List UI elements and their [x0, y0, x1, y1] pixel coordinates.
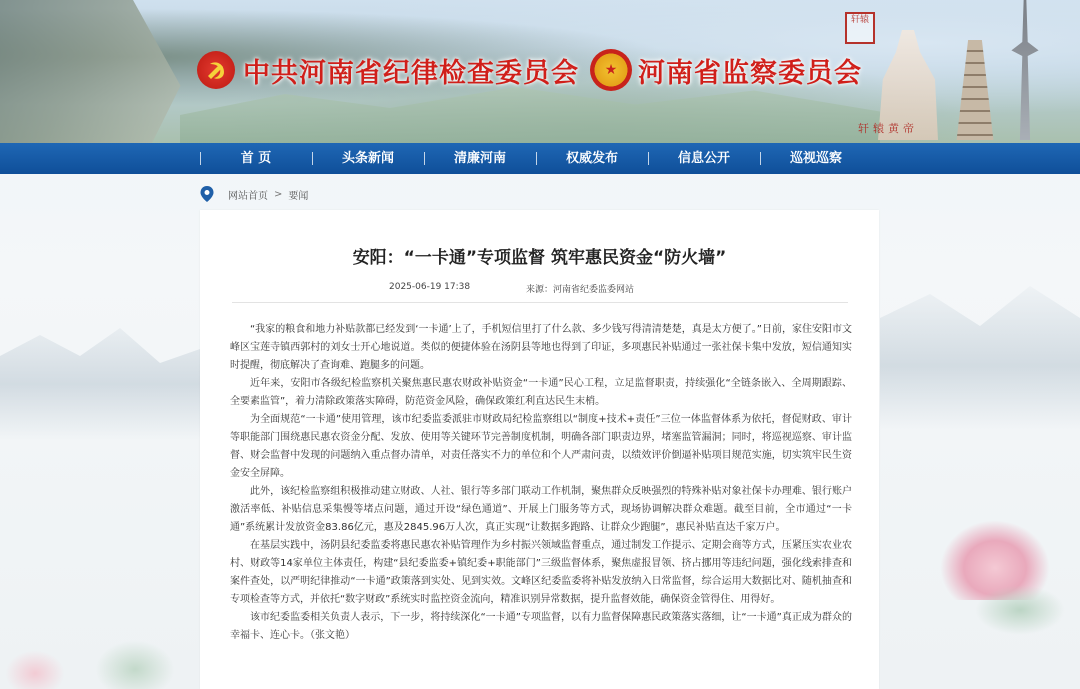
- party-emblem-icon: [197, 51, 235, 89]
- banner-cliff-scenery: [0, 0, 190, 143]
- lotus-leaf-decoration: [95, 640, 175, 689]
- article-body: [230, 321, 852, 645]
- seal-stamp: 轩辕: [845, 12, 875, 44]
- org-title-supervisory-commission: 河南省监察委员会: [638, 58, 862, 89]
- article-date: 2025-06-19 17:38: [389, 282, 471, 292]
- article-source: 来源：河南省纪委监委网站: [526, 285, 635, 295]
- lotus-leaf-decoration: [975, 585, 1065, 635]
- nav-info-disclosure[interactable]: 信息公开: [648, 143, 760, 174]
- main-nav: [0, 143, 1080, 174]
- divider: [232, 302, 848, 303]
- breadcrumb-current-link[interactable]: 要闻: [288, 190, 309, 202]
- banner-tv-tower-image: [1008, 0, 1042, 140]
- breadcrumb: [200, 185, 308, 203]
- nav-home[interactable]: 首 页: [200, 143, 312, 174]
- location-pin-icon: [200, 186, 214, 202]
- national-emblem-icon: ★: [590, 49, 632, 91]
- nav-inspection[interactable]: 巡视巡察: [760, 143, 872, 174]
- article-paragraph: 在基层实践中，汤阴县纪委监委将惠民惠农补贴管理作为乡村振兴领域监督重点，通过制发工作提示、定期会商等方式，压紧压实农业农村、财政等14家单位主体责任，构建“县纪委监委+镇纪委+职能部门”三级监督体系，聚焦虚报冒领、挤占挪用等违纪问题，强化线索排查和案件查处，以严明纪律推动“一卡通”政策落到实处、见到实效。文峰区纪委监委将补贴发放纳入日常监督，综合运用大数据比对、随机抽查和专项检查等方式，并依托“数字财政”系统实时监控资金流向，精准识别异常数据，提升监督效能，确保资金管得住、用得好。: [230, 540, 852, 605]
- article-panel: [200, 210, 879, 689]
- header-banner: [0, 0, 1080, 143]
- article-paragraph: 该市纪委监委相关负责人表示，下一步，将持续深化“一卡通”专项监督，以有力监督保障惠民政策落实落细，让“一卡通”真正成为群众的幸福卡、连心卡。（张文艳）: [230, 612, 852, 641]
- nav-official-release[interactable]: 权威发布: [536, 143, 648, 174]
- background-mountains: [0, 300, 200, 440]
- lotus-decoration: [5, 650, 65, 689]
- org-title-discipline-commission: 中共河南省纪律检查委员会: [243, 58, 579, 89]
- background-mountains: [880, 270, 1080, 430]
- banner-caption: 轩辕黄帝: [858, 122, 918, 135]
- nav-clean-henan[interactable]: 清廉河南: [424, 143, 536, 174]
- banner-pagoda-image: [952, 40, 998, 140]
- breadcrumb-separator: >: [274, 188, 283, 200]
- article-paragraph: 为全面规范“一卡通”使用管理，该市纪委监委派驻市财政局纪检监察组以“制度+技术+责任”三位一体监督体系为依托，督促财政、审计等职能部门围绕惠民惠农资金分配、发放、使用等关键环节完善制度机制，明确各部门职责边界，堵塞监管漏洞；同时，将巡视巡察、审计监督、财会监督中发现的问题纳入重点督办清单，对责任落实不力的单位和个人严肃问责，以绩效评价倒逼补贴项目规范实施，切实筑牢民生资金安全屏障。: [230, 414, 852, 479]
- breadcrumb-home-link[interactable]: 网站首页: [228, 190, 268, 202]
- nav-headlines[interactable]: 头条新闻: [312, 143, 424, 174]
- article-paragraph: 此外，该纪检监察组积极推动建立财政、人社、银行等多部门联动工作机制，聚焦群众反映强烈的特殊补贴对象社保卡办理难、银行账户激活率低、补贴信息采集慢等堵点问题，通过开设“绿色通道”、开展上门服务等方式，现场协调解决群众难题。截至目前，全市通过“一卡通”系统累计发放资金83.86亿元，惠及2845.96万人次，真正实现“让数据多跑路、让群众少跑腿”，惠民补贴直达千家万户。: [230, 486, 852, 533]
- article-paragraph: 近年来，安阳市各级纪检监察机关聚焦惠民惠农财政补贴资金“一卡通”民心工程，立足监督职责，持续强化“全链条嵌入、全周期跟踪、全要素监管”，着力清除政策落实障碍，防范资金风险，确保政策红利直达民生末梢。: [230, 378, 852, 407]
- article-paragraph: “我家的粮食和地力补贴款都已经发到‘一卡通’上了，手机短信里打了什么款、多少钱写得清清楚楚，真是太方便了。”日前，家住安阳市文峰区宝莲寺镇西郭村的刘女士开心地说道。类似的便捷体验在汤阴县等地也得到了印证，多项惠民补贴通过一张社保卡集中发放，短信通知实时提醒，彻底解决了查询难、跑腿多的问题。: [230, 324, 852, 371]
- article-title: 安阳：“一卡通”专项监督 筑牢惠民资金“防火墙”: [352, 248, 727, 268]
